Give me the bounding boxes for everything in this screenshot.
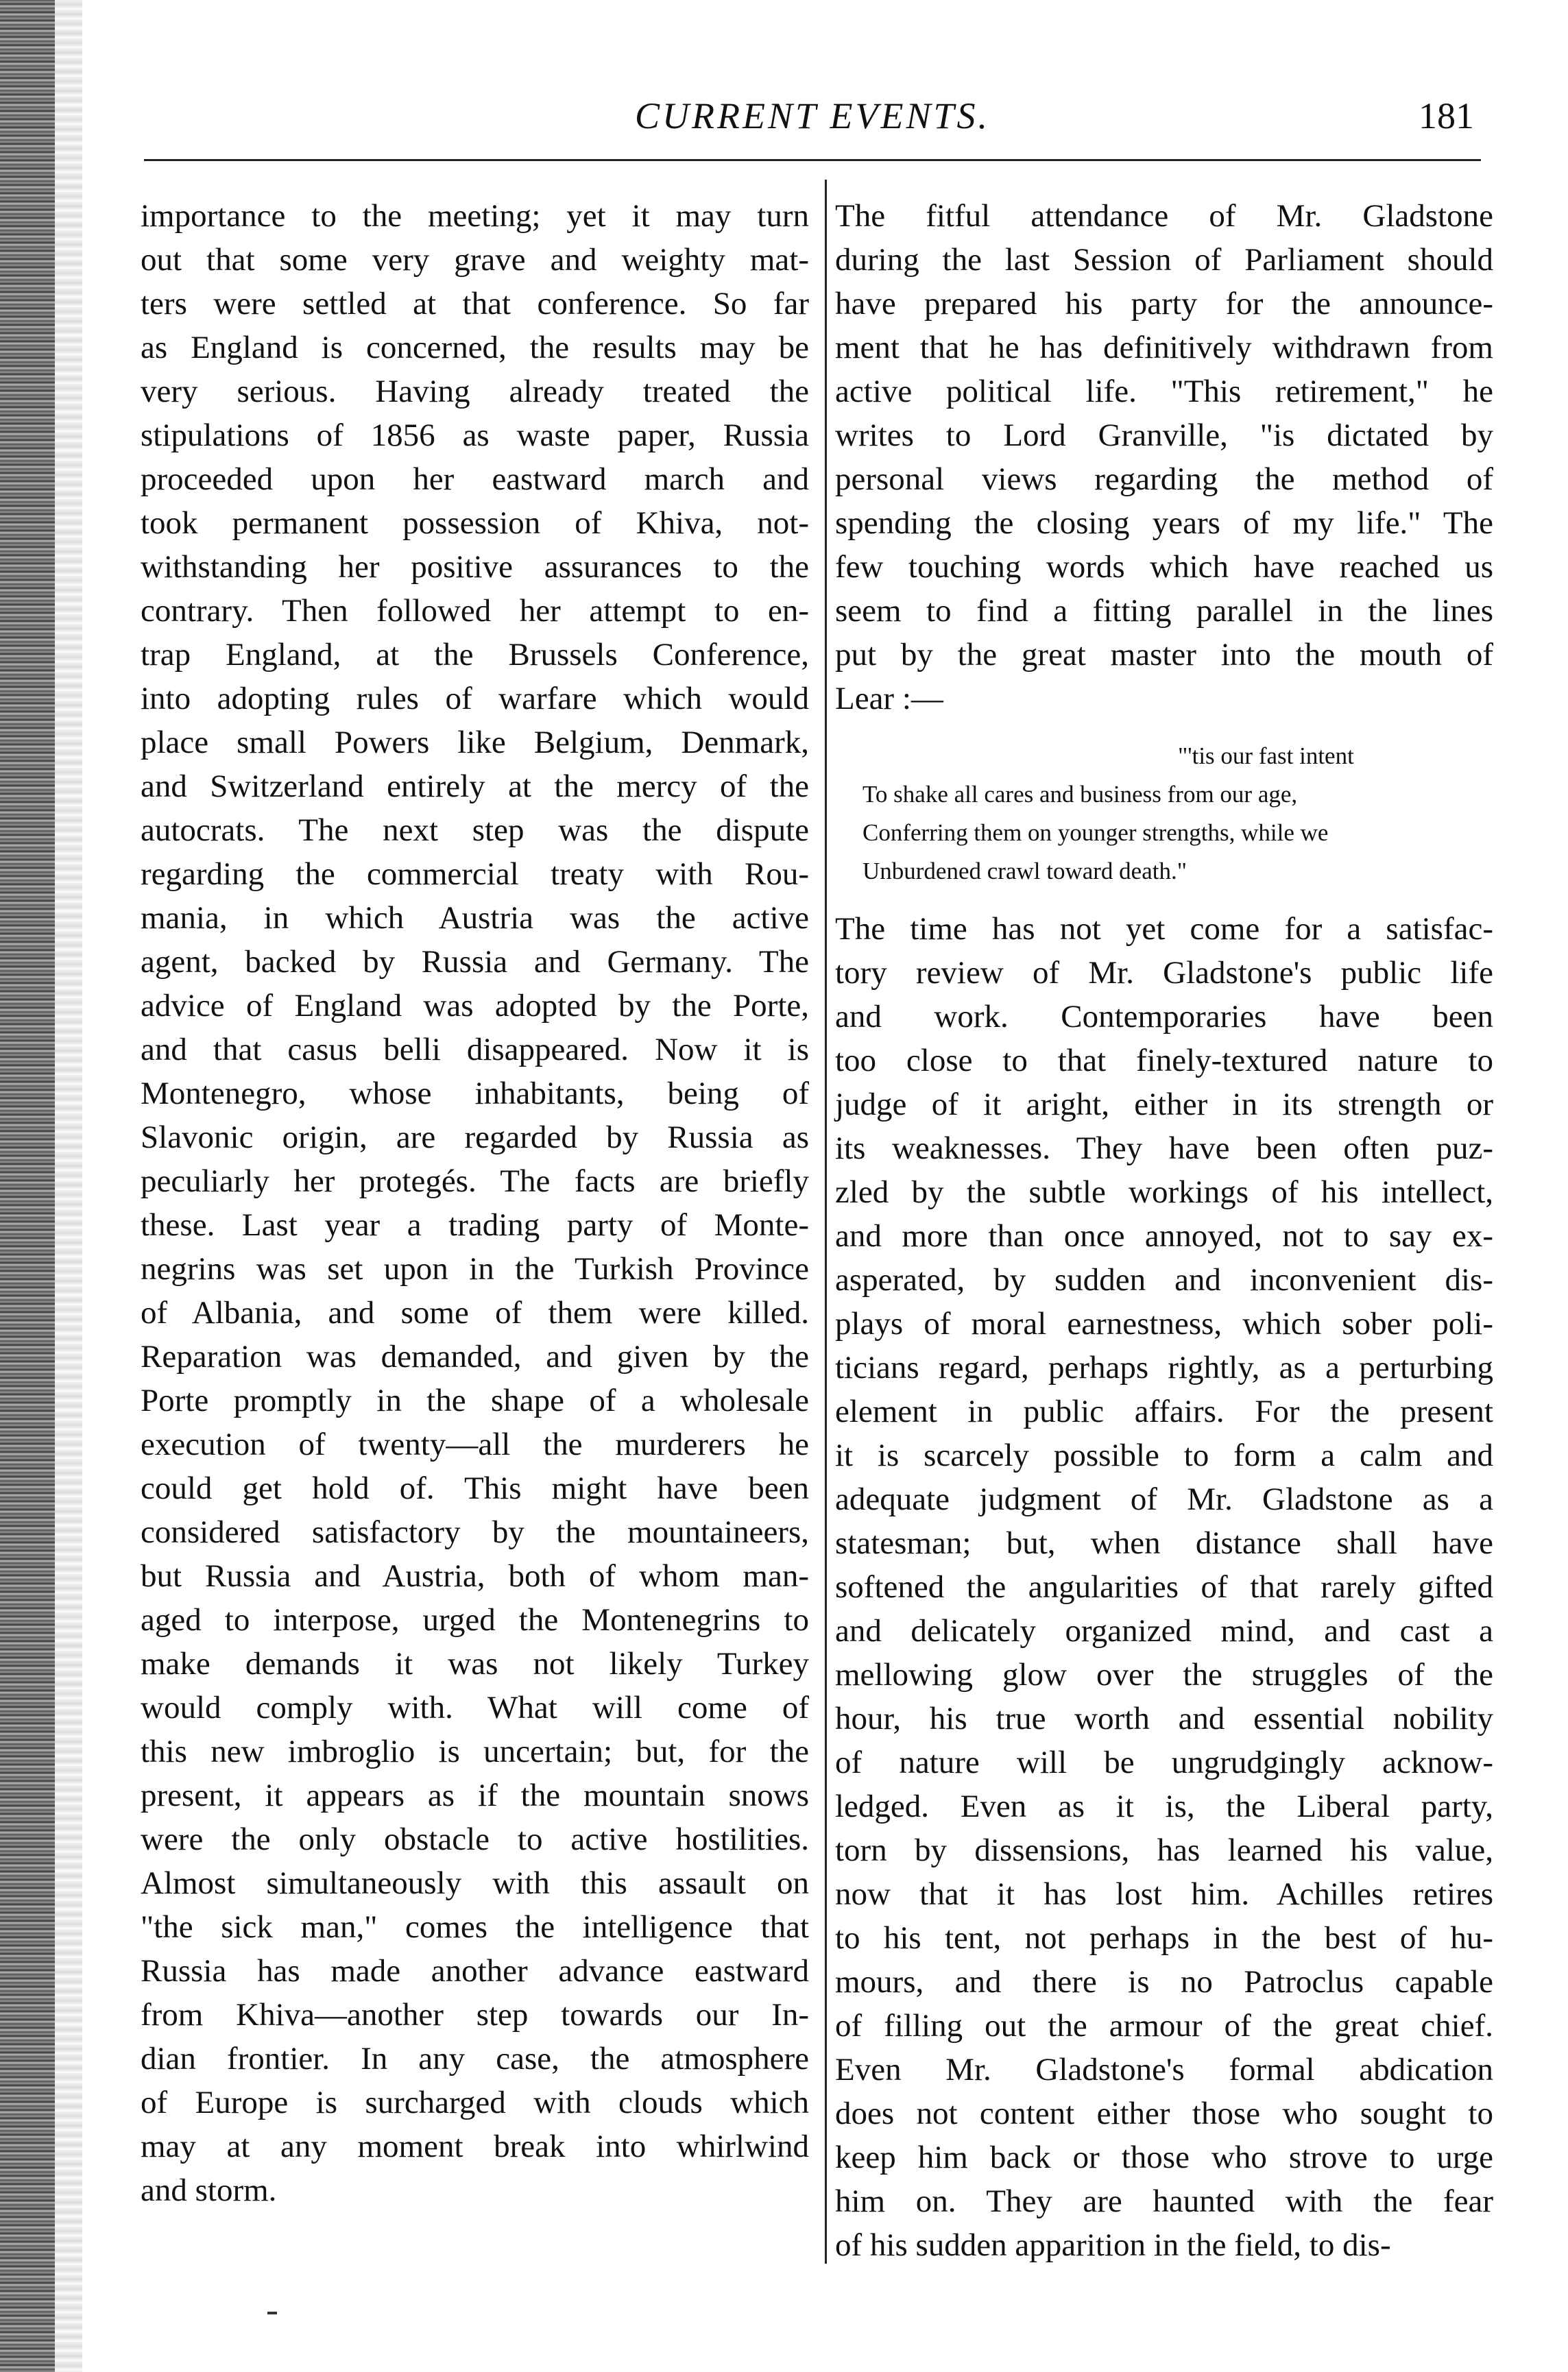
text-line: these. Last year a trading party of Monte- [141,1207,809,1243]
right-column [835,194,1493,2267]
header-rule [144,159,1481,161]
text-line: spending the closing years of my life." The [835,505,1493,541]
text-line: place small Powers like Belgium, Denmark, [141,725,809,760]
text-line: "'tis our fast intent [1178,742,1354,769]
text-line: very serious. Having already treated the [141,374,809,409]
text-line: too close to that finely-textured nature to [835,1043,1493,1078]
text-line: tory review of Mr. Gladstone's public life [835,955,1493,991]
text-line: To shake all cares and business from our age, [863,781,1298,808]
text-line: active political life. "This retirement," he [835,374,1493,409]
text-line: ledged. Even as it is, the Liberal party, [835,1789,1493,1824]
text-line: hour, his true worth and essential nobility [835,1701,1493,1736]
text-line: as England is concerned, the results may be [141,330,809,365]
text-line: negrins was set upon in the Turkish Province [141,1251,809,1287]
text-line: Russia has made another advance eastward [141,1953,809,1989]
text-line: Slavonic origin, are regarded by Russia as [141,1120,809,1155]
text-line: dian frontier. In any case, the atmosphere [141,2041,809,2077]
text-line: make demands it was not likely Turkey [141,1646,809,1682]
binding-edge-scan [0,0,55,2372]
text-line: from Khiva—another step towards our In- [141,1997,809,2033]
text-line: execution of twenty—all the murderers he [141,1427,809,1462]
text-line: have prepared his party for the announce- [835,286,1493,322]
text-line: put by the great master into the mouth of [835,637,1493,673]
text-line: could get hold of. This might have been [141,1471,809,1506]
text-line: of nature will be ungrudgingly acknow- [835,1745,1493,1780]
text-line: ment that he has definitively withdrawn from [835,330,1493,365]
text-line: The fitful attendance of Mr. Gladstone [835,198,1493,234]
text-line: torn by dissensions, has learned his value, [835,1832,1493,1868]
text-line: "the sick man," comes the intelligence that [141,1909,809,1945]
text-line: of Albania, and some of them were killed. [141,1295,809,1331]
text-line: few touching words which have reached us [835,549,1493,585]
text-line: ticians regard, perhaps rightly, as a perturbing [835,1350,1493,1385]
binding-shadow [55,0,82,2372]
text-line: personal views regarding the method of [835,461,1493,497]
text-line: and storm. [141,2173,277,2208]
column-divider [825,180,827,2264]
text-line: keep him back or those who strove to urge [835,2140,1493,2175]
text-line: judge of it aright, either in its strength or [835,1087,1493,1122]
text-line: mellowing glow over the struggles of the [835,1657,1493,1693]
text-line: advice of England was adopted by the Porte, [141,988,809,1024]
text-line: were the only obstacle to active hostilities. [141,1822,809,1857]
text-line: does not content either those who sought to [835,2096,1493,2131]
running-title: CURRENT EVENTS. [634,95,991,136]
text-line: proceeded upon her eastward march and [141,461,809,497]
text-line: Porte promptly in the shape of a wholesale [141,1383,809,1418]
text-line: of Europe is surcharged with clouds which [141,2085,809,2120]
text-line: considered satisfactory by the mountaineers, [141,1514,809,1550]
text-line: peculiarly her protegés. The facts are briefly [141,1163,809,1199]
text-line: adequate judgment of Mr. Gladstone as a [835,1481,1493,1517]
text-line: agent, backed by Russia and Germany. The [141,944,809,980]
text-line: but Russia and Austria, both of whom man- [141,1558,809,1594]
lear-quotation [863,737,1493,891]
text-line: Montenegro, whose inhabitants, being of [141,1076,809,1111]
text-line: Even Mr. Gladstone's formal abdication [835,2052,1493,2087]
running-header [144,89,1481,151]
text-line: plays of moral earnestness, which sober poli- [835,1306,1493,1342]
text-line: zled by the subtle workings of his intellect, [835,1174,1493,1210]
text-line: mours, and there is no Patroclus capable [835,1964,1493,2000]
text-line: and Switzerland entirely at the mercy of the [141,769,809,804]
text-line: now that it has lost him. Achilles retires [835,1876,1493,1912]
text-line: The time has not yet come for a satisfac- [835,911,1493,947]
text-line: writes to Lord Granville, "is dictated by [835,417,1493,453]
text-line: mania, in which Austria was the active [141,900,809,936]
text-line: contrary. Then followed her attempt to en- [141,593,809,629]
text-line: Unburdened crawl toward death." [863,858,1187,884]
text-line: asperated, by sudden and inconvenient dis- [835,1262,1493,1298]
text-line: and that casus belli disappeared. Now it is [141,1032,809,1067]
text-line: ters were settled at that conference. So far [141,286,809,322]
text-line: aged to interpose, urged the Montenegrins to [141,1602,809,1638]
text-line: him on. They are haunted with the fear [835,2183,1493,2219]
text-line: Conferring them on younger strengths, while we [863,819,1329,846]
text-line: Almost simultaneously with this assault on [141,1865,809,1901]
text-line: stipulations of 1856 as waste paper, Russia [141,417,809,453]
text-line: and work. Contemporaries have been [835,999,1493,1034]
text-line: present, it appears as if the mountain snows [141,1778,809,1813]
left-column [141,194,809,2212]
text-line: and delicately organized mind, and cast a [835,1613,1493,1649]
text-line: took permanent possession of Khiva, not- [141,505,809,541]
text-line: softened the angularities of that rarely gifted [835,1569,1493,1605]
text-line: withstanding her positive assurances to the [141,549,809,585]
text-line: and more than once annoyed, not to say ex- [835,1218,1493,1254]
right-column-bottom-paragraph [835,907,1493,2267]
text-line: trap England, at the Brussels Conference, [141,637,809,673]
text-line: autocrats. The next step was the dispute [141,812,809,848]
text-line: of filling out the armour of the great chief. [835,2008,1493,2044]
text-line: out that some very grave and weighty mat- [141,242,809,278]
ink-mark [267,2312,277,2314]
text-line: element in public affairs. For the present [835,1394,1493,1429]
page-number: 181 [1419,95,1474,136]
text-line: Reparation was demanded, and given by the [141,1339,809,1375]
text-line: seem to find a fitting parallel in the lines [835,593,1493,629]
text-line: importance to the meeting; yet it may turn [141,198,809,234]
text-line: of his sudden apparition in the field, to dis- [835,2227,1391,2263]
text-line: to his tent, not perhaps in the best of hu- [835,1920,1493,1956]
text-line: during the last Session of Parliament should [835,242,1493,278]
text-line: regarding the commercial treaty with Rou- [141,856,809,892]
text-line: may at any moment break into whirlwind [141,2129,809,2164]
text-line: it is scarcely possible to form a calm and [835,1438,1493,1473]
text-line: its weaknesses. They have been often puz- [835,1130,1493,1166]
text-line: would comply with. What will come of [141,1690,809,1726]
text-line: this new imbroglio is uncertain; but, for the [141,1734,809,1769]
right-column-top-paragraph [835,194,1493,721]
text-line: into adopting rules of warfare which would [141,681,809,716]
text-line: Lear :— [835,681,943,716]
text-line: statesman; but, when distance shall have [835,1525,1493,1561]
